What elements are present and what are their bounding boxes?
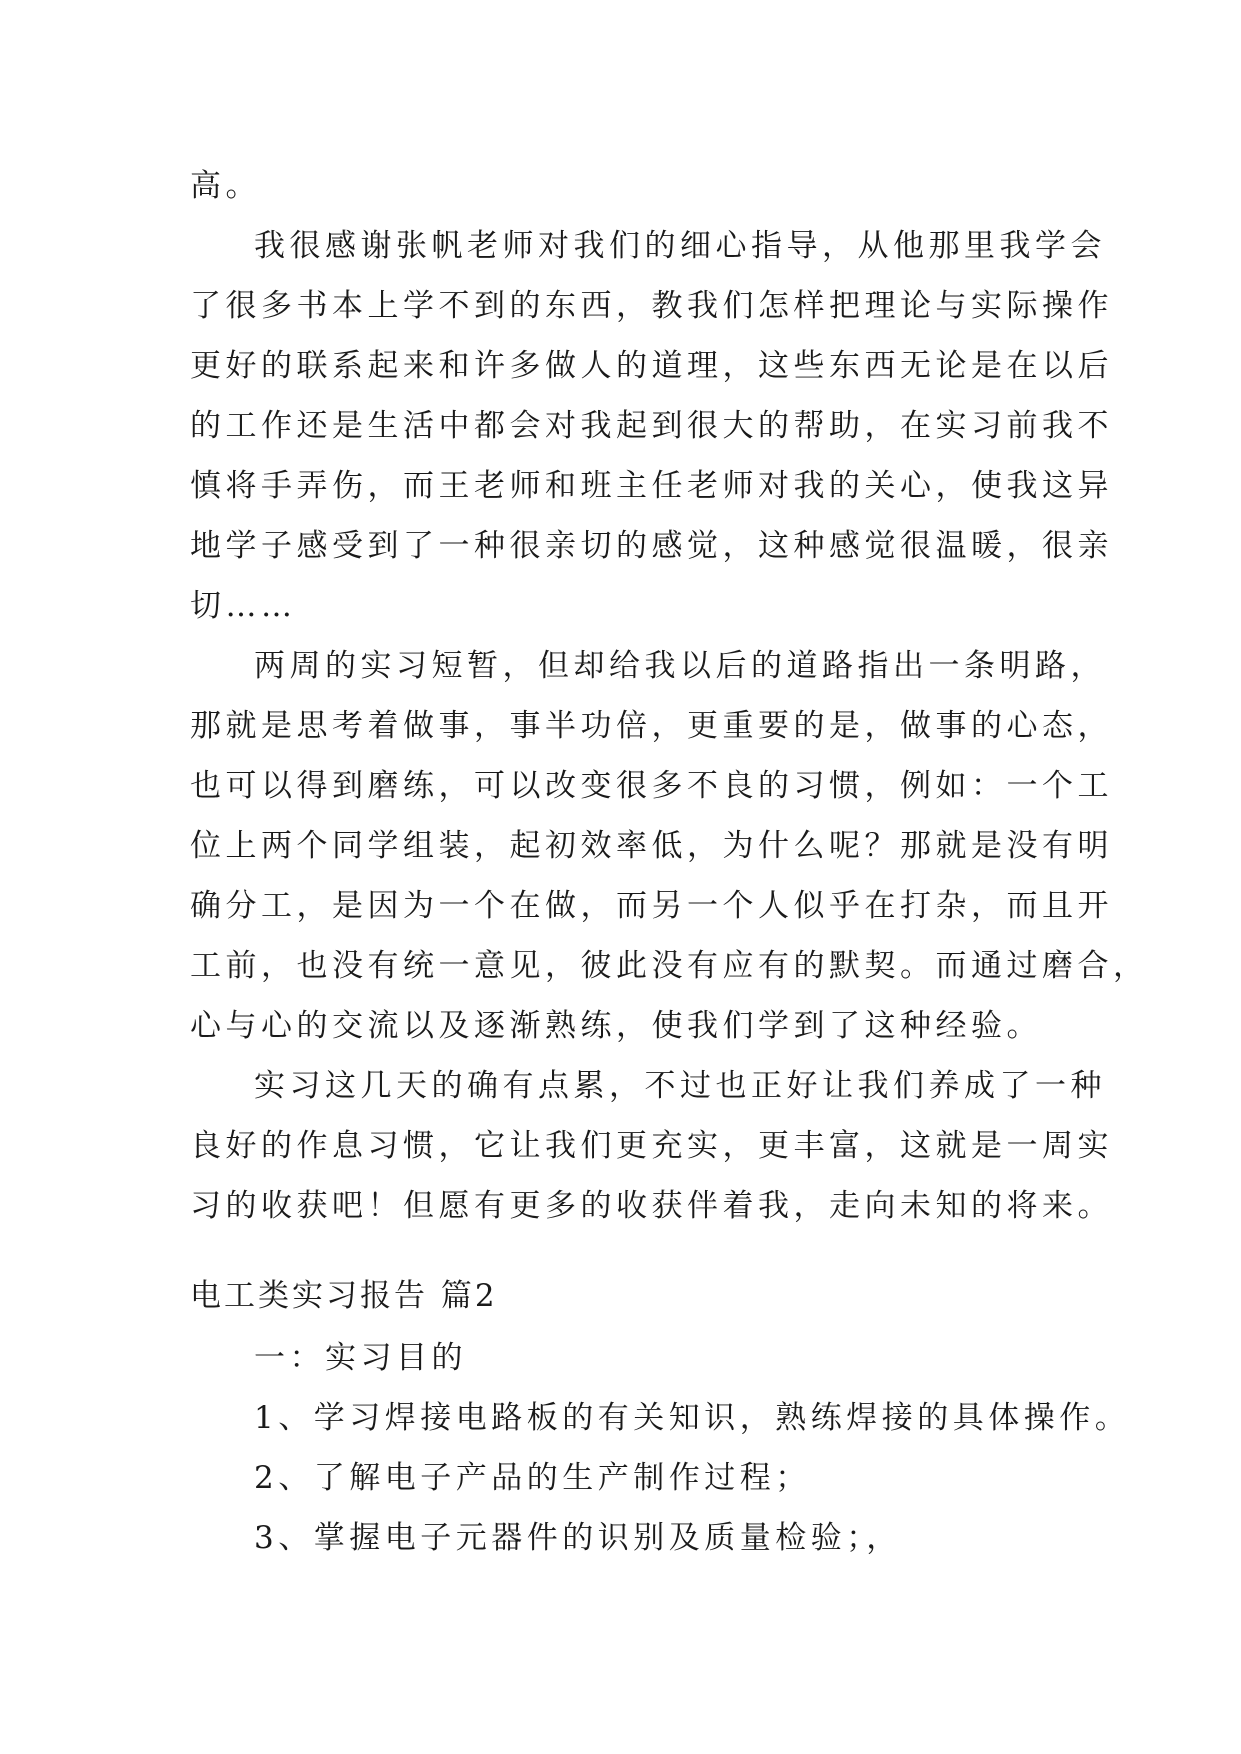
list-item: 2、了解电子产品的生产制作过程； xyxy=(254,1460,811,1496)
paragraph-line: 的工作还是生活中都会对我起到很大的帮助，在实习前我不 xyxy=(190,408,1113,444)
paragraph-line: 确分工，是因为一个在做，而另一个人似乎在打杂，而且开 xyxy=(190,888,1113,924)
paragraph-line: 也可以得到磨练，可以改变很多不良的习惯，例如：一个工 xyxy=(190,768,1113,804)
paragraph-line: 那就是思考着做事，事半功倍，更重要的是，做事的心态， xyxy=(190,708,1113,744)
paragraph-line: 更好的联系起来和许多做人的道理，这些东西无论是在以后 xyxy=(190,348,1113,384)
paragraph-line: 实习这几天的确有点累，不过也正好让我们养成了一种 xyxy=(254,1068,1106,1104)
subsection-heading: 一：实习目的 xyxy=(254,1340,467,1376)
list-item: 1、学习焊接电路板的有关知识，熟练焊接的具体操作。 xyxy=(254,1400,1131,1436)
section-title: 电工类实习报告 篇2 xyxy=(190,1278,498,1314)
paragraph-line: 高。 xyxy=(190,168,261,204)
paragraph-line: 地学子感受到了一种很亲切的感觉，这种感觉很温暖，很亲 xyxy=(190,528,1113,564)
paragraph-line: 工前，也没有统一意见，彼此没有应有的默契。而通过磨合， xyxy=(190,948,1149,984)
paragraph-line: 位上两个同学组装，起初效率低，为什么呢？那就是没有明 xyxy=(190,828,1113,864)
paragraph-line: 切…… xyxy=(190,588,297,624)
paragraph-line: 我很感谢张帆老师对我们的细心指导，从他那里我学会 xyxy=(254,228,1106,264)
paragraph-line: 良好的作息习惯，它让我们更充实，更丰富，这就是一周实 xyxy=(190,1128,1113,1164)
paragraph-line: 慎将手弄伤，而王老师和班主任老师对我的关心，使我这异 xyxy=(190,468,1113,504)
paragraph-line: 心与心的交流以及逐渐熟练，使我们学到了这种经验。 xyxy=(190,1008,1042,1044)
list-item: 3、掌握电子元器件的识别及质量检验；， xyxy=(254,1520,902,1556)
paragraph-line: 了很多书本上学不到的东西，教我们怎样把理论与实际操作 xyxy=(190,288,1113,324)
paragraph-line: 习的收获吧！但愿有更多的收获伴着我，走向未知的将来。 xyxy=(190,1188,1113,1224)
paragraph-line: 两周的实习短暂，但却给我以后的道路指出一条明路， xyxy=(254,648,1106,684)
